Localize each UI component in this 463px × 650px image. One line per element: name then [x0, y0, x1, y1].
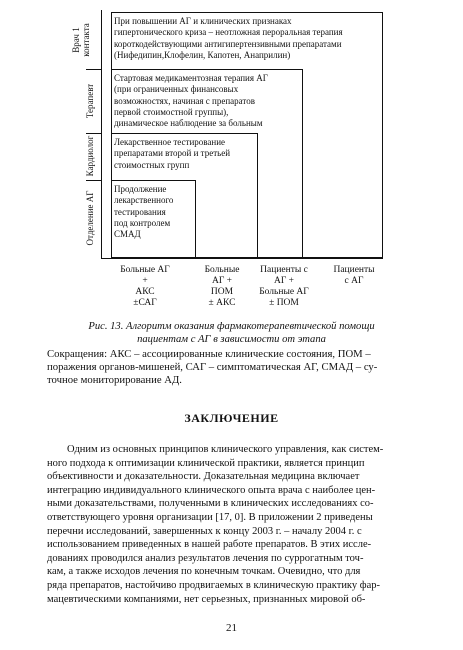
row-label-hypertension-department: Отделение АГ — [85, 190, 96, 246]
box-4-line: СМАД — [114, 229, 141, 240]
column-label-line: ПОМ — [210, 287, 234, 297]
section-heading: ЗАКЛЮЧЕНИЕ — [184, 411, 279, 425]
row-label-doctor-line1: Врач 1 — [71, 27, 82, 53]
row-divider-1 — [86, 69, 102, 70]
box-3-text — [114, 137, 257, 171]
abbreviations-line: точное мониторирование АД. — [47, 374, 182, 386]
box-2-line: динамическое наблюдение за больным — [114, 118, 263, 129]
row-divider-2 — [86, 133, 102, 134]
paragraph-line: интеграцию индивидуального клинического опыта врача с наиболее цен- — [47, 484, 376, 496]
figure-caption — [20, 321, 443, 346]
column-label-line: ± ПОМ — [269, 298, 299, 308]
abbreviations-line: поражения органов-мишеней, САГ – симптоматическая АГ, СМАД – су- — [47, 361, 378, 373]
column-label-3 — [244, 265, 324, 309]
paragraph-line: кам, а также исходов лечения по конечным точкам. Очевидно, что для — [47, 566, 361, 578]
column-label-line: ±САГ — [133, 298, 157, 308]
box-1-line: короткодействующими антигипертензивными препаратами — [114, 38, 342, 49]
column-label-line: ± АКС — [208, 298, 236, 308]
box-4-line: тестирования — [114, 206, 166, 217]
paragraph-line: ными доказательствами, полученными в клинических исследованиях со- — [47, 498, 374, 510]
paragraph-line: дованиях проводился анализ результатов лечения по суррогатным точ- — [47, 552, 364, 564]
row-label-doctor-line2: контакта — [81, 23, 91, 57]
paragraph-line: ного подхода к оптимизации клинической практики, является принцип — [47, 457, 365, 469]
row-label-therapist: Терапевт — [85, 83, 96, 119]
box-1-line: При повышении АГ и клинических признаках — [114, 16, 292, 26]
row-divider-3 — [86, 180, 102, 181]
box-3-line: препаратами второй и третьей — [114, 148, 231, 159]
box-2-line: (при ограниченных финансовых — [114, 84, 239, 95]
paragraph-line: ряда препаратов, настойчиво продвигаемых в клиническую практику фар- — [47, 579, 380, 591]
paragraph-line: использованием приведенных в нашей работе препаратов. В этих иссле- — [47, 539, 372, 551]
box-2-line: Стартовая медикаментозная терапия АГ — [114, 73, 268, 83]
box-3-line: Лекарственное тестирование — [114, 137, 226, 147]
paragraph-line: ответствующего уровня организации [17, 0]. В приложении 2 приведены — [47, 511, 373, 523]
column-label-line: с АГ — [344, 276, 364, 286]
page-number: 21 — [226, 622, 237, 634]
box-4-line: Продолжение — [114, 184, 167, 194]
column-label-line: АКС — [135, 287, 155, 297]
box-1-text — [114, 16, 382, 61]
figure-bottom-axis — [101, 258, 383, 259]
box-4-line: под контролем — [114, 217, 171, 228]
abbreviations-note — [47, 348, 442, 387]
column-label-line: Пациенты — [333, 265, 375, 275]
row-label-cardiologist: Кардиолог — [85, 135, 96, 177]
column-label-1 — [105, 265, 185, 309]
column-label-line: Пациенты с — [260, 265, 308, 275]
caption-line: пациентам с АГ в зависимости от этапа — [137, 333, 326, 345]
paragraph-line: перечни исследований, завершенных к концу 2003 г. – началу 2004 г. с — [47, 525, 362, 537]
box-2-line: первой стоимостной группы), — [114, 106, 229, 117]
column-label-line: Больные АГ — [259, 287, 309, 297]
box-3-line: стоимостных групп — [114, 159, 190, 170]
column-label-4 — [314, 265, 394, 287]
paragraph-line: объективности и доказательности. Доказательная медицина включает — [47, 471, 360, 483]
conclusion-paragraph — [47, 443, 443, 606]
column-label-line: АГ + — [273, 276, 295, 286]
box-2-text — [114, 73, 302, 129]
figure-left-axis — [101, 10, 102, 258]
column-label-line: + — [142, 276, 148, 286]
box-2-line: возможностях, начиная с препаратов — [114, 95, 255, 106]
column-label-line: АГ + — [211, 276, 233, 286]
box-1-line: гипертонического криза – неотложная пероральная терапия — [114, 27, 343, 38]
paragraph-line: Одним из основных принципов клинического управления, как систем- — [67, 444, 384, 455]
paragraph-line: мацевтическими компаниями, нет серьезных, признанных мировой об- — [47, 593, 366, 605]
row-label-doctor — [72, 23, 92, 57]
caption-line: Рис. 13. Алгоритм оказания фармакотерапевтической помощи — [88, 321, 375, 332]
box-1-line: (Нифедипин,Клофелин, Капотен, Анаприлин) — [114, 49, 291, 60]
abbreviations-line: Сокращения: АКС – ассоциированные клинические состояния, ПОМ – — [47, 348, 371, 360]
column-label-line: Больные — [204, 265, 240, 275]
box-4-text — [114, 184, 196, 240]
column-label-line: Больные АГ — [120, 265, 170, 275]
box-4-line: лекарственного — [114, 195, 174, 206]
